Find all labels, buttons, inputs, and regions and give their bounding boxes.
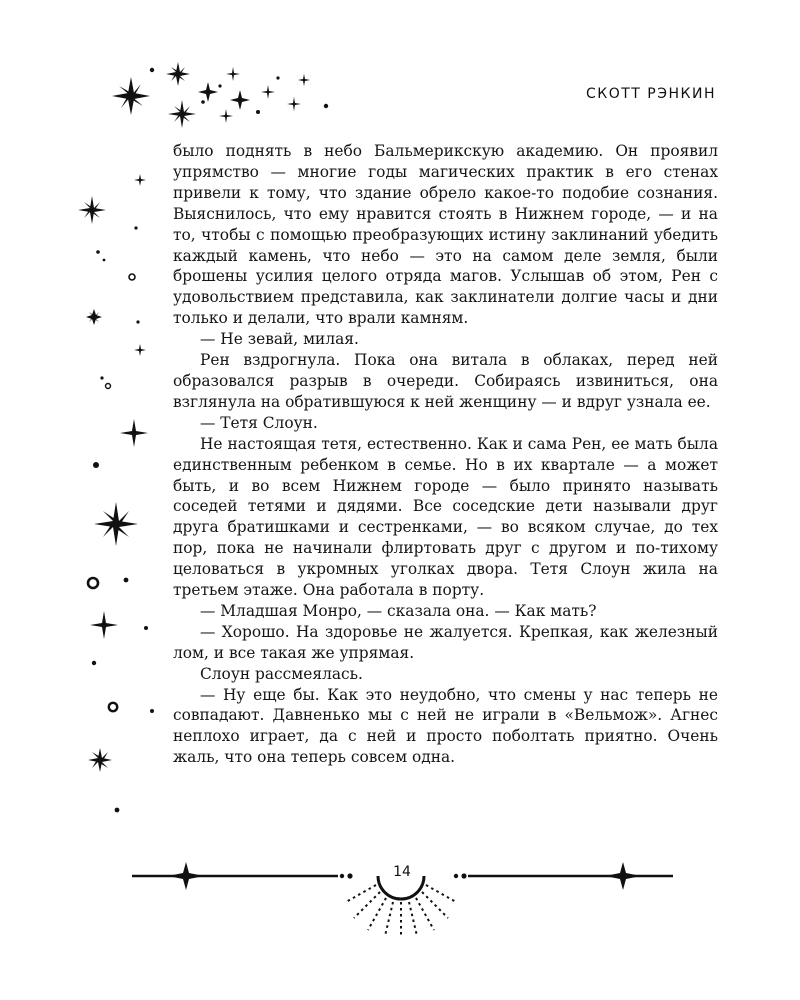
star-sparkles-icon — [60, 160, 165, 840]
page-number: 14 — [393, 864, 411, 880]
paragraph: — Ну еще бы. Как это неудобно, что смены у нас теперь не совпадают. Давненько мы с ней не играли в «Вельмож». Агнес неплохо играет, да с ней и просто поболтать приятно. Очень жаль, что она теперь совсем одна. — [173, 685, 718, 767]
author-name: СКОТТ РЭНКИН — [586, 86, 716, 102]
paragraph: — Хорошо. На здоровье не жалуется. Крепкая, как железный лом, и все такая же упрямая. — [173, 622, 718, 662]
paragraph: было поднять в небо Бальмерикскую академию. Он проявил упрямство — многие годы магических практик в его стенах привели к тому, что здание обрело какое-то подобие сознания. Выяснилось, что ему нравится стоять в Нижнем городе, — и на то, чтобы с помощью преобразующих истину заклинаний убедить каждый камень, что небо — это на самом деле земля, были брошены усилия целого отряда магов. Услышав об этом, Рен с удовольствием представила, как заклинатели долгие часы и дни только и делали, что врали камням. — [173, 142, 718, 328]
body-text — [173, 141, 718, 768]
paragraph: Слоун рассмеялась. — [200, 664, 363, 683]
paragraph: — Тетя Слоун. — [200, 413, 318, 432]
paragraph: — Младшая Монро, — сказала она. — Как мать? — [200, 601, 597, 620]
paragraph: Не настоящая тетя, естественно. Как и сама Рен, ее мать была единственным ребенком в семье. Но в их квартале — а может быть, и во всем Нижнем городе — было принято называть соседей тетями и дядями. Все соседские дети называли друг друга братишками и сестренками, — во всяком случае, до тех пор, пока не начинали флиртовать друг с другом и по-тихому целоваться в укромных уголках двора. Тетя Слоун жила на третьем этаже. Она работала в порту. — [173, 434, 718, 600]
paragraph: — Не зевай, милая. — [200, 330, 359, 349]
crescent-moon-stars-icon — [68, 56, 343, 136]
paragraph: Рен вздрогнула. Пока она витала в облаках, перед ней образовался разрыв в очереди. Собираясь извиниться, она взглянула на обратившуюся к ней женщину — и вдруг узнала ее. — [173, 351, 718, 411]
